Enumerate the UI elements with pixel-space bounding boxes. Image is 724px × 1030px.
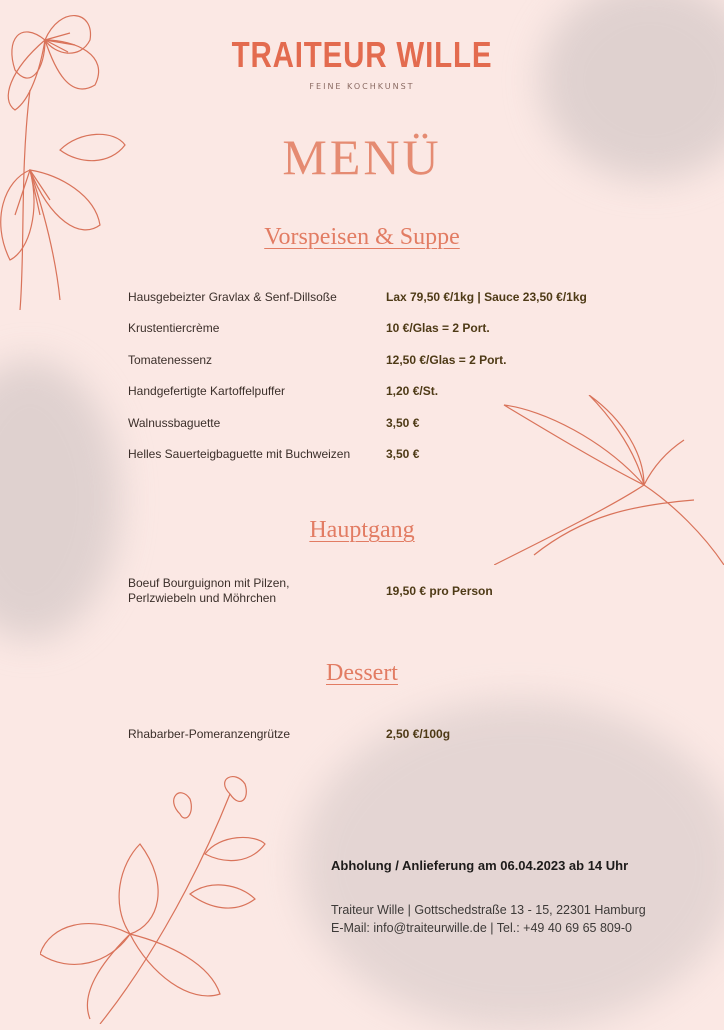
section-title-main-course: Hauptgang [309,517,415,543]
contact-line: E-Mail: info@traiteurwille.de | Tel.: +49 40 69 65 809-0 [331,921,632,935]
item-price: 1,20 €/St. [386,384,439,398]
item-price: 3,50 € [386,447,420,461]
brand-name: TRAITEUR WILLE [231,34,493,75]
item-name: Rhabarber-Pomeranzengrütze [128,727,291,741]
menu-title: MENÜ [282,129,442,185]
address-line: Traiteur Wille | Gottschedstraße 13 - 15, 22301 Hamburg [331,903,646,917]
item-price: 10 €/Glas = 2 Port. [386,321,490,335]
brand-tagline: FEINE KOCHKUNST [309,82,415,91]
section-title-starters: Vorspeisen & Suppe [264,224,460,250]
item-price: 2,50 €/100g [386,727,451,741]
flower-illustration-bottom-left [40,774,340,1024]
item-name-line-2: Perlzwiebeln und Möhrchen [128,591,277,605]
brand-header [0,34,724,91]
item-price: Lax 79,50 €/1kg | Sauce 23,50 €/1kg [386,290,587,304]
section-title-dessert: Dessert [326,660,398,686]
pickup-note: Abholung / Anlieferung am 06.04.2023 ab 14 Uhr [331,858,629,873]
item-name: Hausgebeizter Gravlax & Senf-Dillsoße [128,290,337,304]
contact-block [331,901,646,937]
item-price: 3,50 € [386,416,420,430]
item-name: Helles Sauerteigbaguette mit Buchweizen [128,447,351,461]
watercolor-blot-left [0,360,120,640]
item-name-line-1: Boeuf Bourguignon mit Pilzen, [128,576,290,590]
item-name: Krustentiercrème [128,321,220,335]
item-price: 19,50 € pro Person [386,584,493,598]
item-price: 12,50 €/Glas = 2 Port. [386,353,507,367]
item-name [128,576,378,606]
item-name: Walnussbaguette [128,416,221,430]
item-name: Tomatenessenz [128,353,213,367]
item-name: Handgefertigte Kartoffelpuffer [128,384,285,398]
